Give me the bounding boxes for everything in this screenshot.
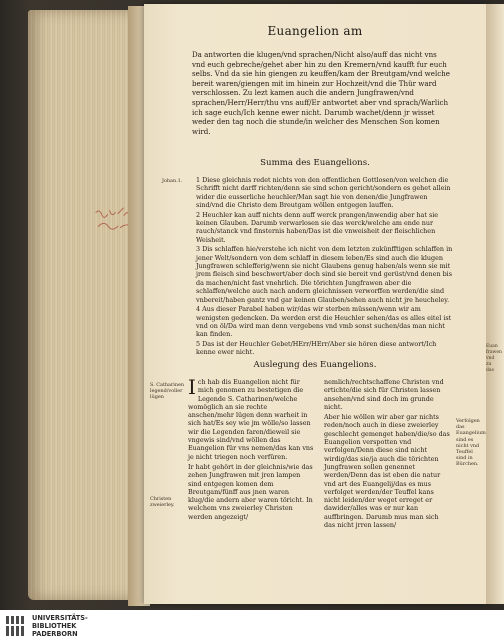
auslegung-right-paragraph-1: nemlich/rechtschaffene Christen vnd ertichte/die sich für Christen lassen ansehen/vnd sind doch im grunde nicht. (324, 378, 444, 411)
book-page (144, 4, 486, 604)
library-name-line-1: UNIVERSITÄTS- (32, 614, 88, 622)
running-header: Euangelion am (267, 24, 363, 38)
gospel-text: Da antworten die klugen/vnd sprachen/Nicht also/auff das nicht vns vnd euch gebreche/gehet aber hin zu den Kremern/vnd kaufft fur euch selbs. Vnd da sie hin giengen zu keuffen/kam der Breutgam/vnd welche bereit waren/giengen mit im hinein zur Hochzeit/vnd die Thür ward verschlossen. Zu lezt kamen auch die andern Jungfrawen/vnd sprachen/Herr/Herr/thu vns auff/Er antwortet aber vnd sprach/Warlich ich sage euch/Ich kenne ewer nicht. Darumb wachet/denn jr wisset weder den tag noch die stunde/in welcher des Menschen Son komen wird. (192, 50, 450, 136)
library-logo-icon (4, 614, 28, 638)
auslegung-column-left (188, 375, 314, 523)
library-name-line-2: BIBLIOTHEK (32, 622, 77, 630)
margin-note-christen: Christen zweierley. (150, 496, 175, 509)
auslegung-left-paragraph-1 (188, 375, 314, 461)
summa-paragraph-1: 1 Diese gleichnis redet nichts von den offentlichen Gottlosen/von welchen die Schrifft nicht darff richten/denn sie sind schon gericht/sondern es gehet allein wider die eusserliche heuchler/Man sagt hie von denen/die Jungfrawen sind/vnd die Christo dem Breutgam wöllen entgegen lauffen. (196, 176, 451, 210)
auslegung-left-text-1: ch hab dis Euangelion nicht für mich genomen zu bestetigen die Legende S. Catharinen/welche womöglich an sie rechte anschen/mehr lügen denn warheit in sich hat/Es sey wie jm wölle/so lassen wir die Legenden faren/dieweil sie vngewis sind/vnd wöllen das Euangelion für vns nemen/das kan vns je nicht triegen noch verfüren. (188, 378, 314, 461)
summa-heading: Summa des Euangelions. (260, 158, 370, 168)
next-page-edge (486, 4, 504, 604)
margin-note-catharinen: S. Catharinen legend/voller lügen (150, 382, 185, 401)
library-name (32, 614, 88, 638)
summa-body (196, 176, 454, 358)
margin-note-verfolgen: Verfolgen das Euangelium sind es nicht vnd Teuffel sind in Bürchen. (456, 418, 486, 468)
margin-note-johan: Johan.1. (162, 178, 183, 184)
library-name-line-3: PADERBORN (32, 630, 78, 638)
summa-paragraph-3: 3 Dis schlaffen hie/verstehe ich nicht von dem letzten zukünfftigen schlaffen in jener Welt/sondern von dem schlaff in diesem leben/Es sind auch die klugen Jungfrawen schlefferig/wenn sie nicht Glaubens genug haben/als wenn sie mit jrem fleisch sind beschwert/aber doch sind sie bereit vnd gerüst/vnd denen bis da machen/nicht fast vnehrlich. Die törichten Jungfrawen aber die schlaffen/welche auch nach andern gleichnissen verworffen werden/die sind vnbereit/haben gantz vnd gar keinen Glauben/sehen auch nicht jre heucheley. (196, 245, 453, 304)
auslegung-left-paragraph-2: Ir habt gehört in der gleichnis/wie das zehen Jungfrawen mit jren lampen sind entgegen komen dem Breutgam/fünff aus jnen waren klug/die andern aber waren töricht. In welchem vns zweierley Christen werden angezeigt/ (188, 462, 313, 521)
auslegung-heading: Auslegung des Euangelions. (253, 360, 377, 370)
drop-cap: I (188, 375, 196, 399)
auslegung-right-paragraph-2: Aber hie wöllen wir aber gar nichts reden/noch auch in diese zweierley geschlecht gemenget haben/die/so das Euangelion verspotten vnd verfolgen/Denn diese sind nicht wirdig/das sie/ja auch die törichten Jungfrawen sollen genennet werden/Denn das ist eben die natur vnd art des Euangelij/das es mus verfolget werden/der Teuffel kans nicht leiden/der weget erreget er dawider/alles was er nur kan auffbringen. Darumb mus man sich das nicht jrren lassen/ (324, 413, 450, 530)
summa-paragraph-5: 5 Das ist der Heuchler Gebet/HErr/HErr/Aber sie hören diese antwort/Ich kenne ewer nicht. (196, 339, 437, 357)
page-block-edges (28, 10, 142, 600)
summa-paragraph-2: 2 Heuchler kan auff nichts denn auff werck prangen/inwendig aber hat sie keinen Glauben. Darumb verwarlosen sie das werck/welche am ende nur rauch/stanck vnd finsternis haben/Das ist die vnweisheit der fleischlichen Weisheit. (196, 210, 439, 244)
next-page-fragment: Euan frawen vnd zu das (486, 344, 502, 373)
auslegung-column-right (324, 378, 450, 531)
summa-paragraph-4: 4 Aus dieser Parabel haben wir/das wir sterben müssen/wenn wir am wenigsten gedencken. Da werden erst die Heuchler sehen/das es alles eitel ist vnd on öl/Da wird man denn vergebens vnd vmb sonst suchen/das man nicht kan finden. (196, 305, 452, 339)
